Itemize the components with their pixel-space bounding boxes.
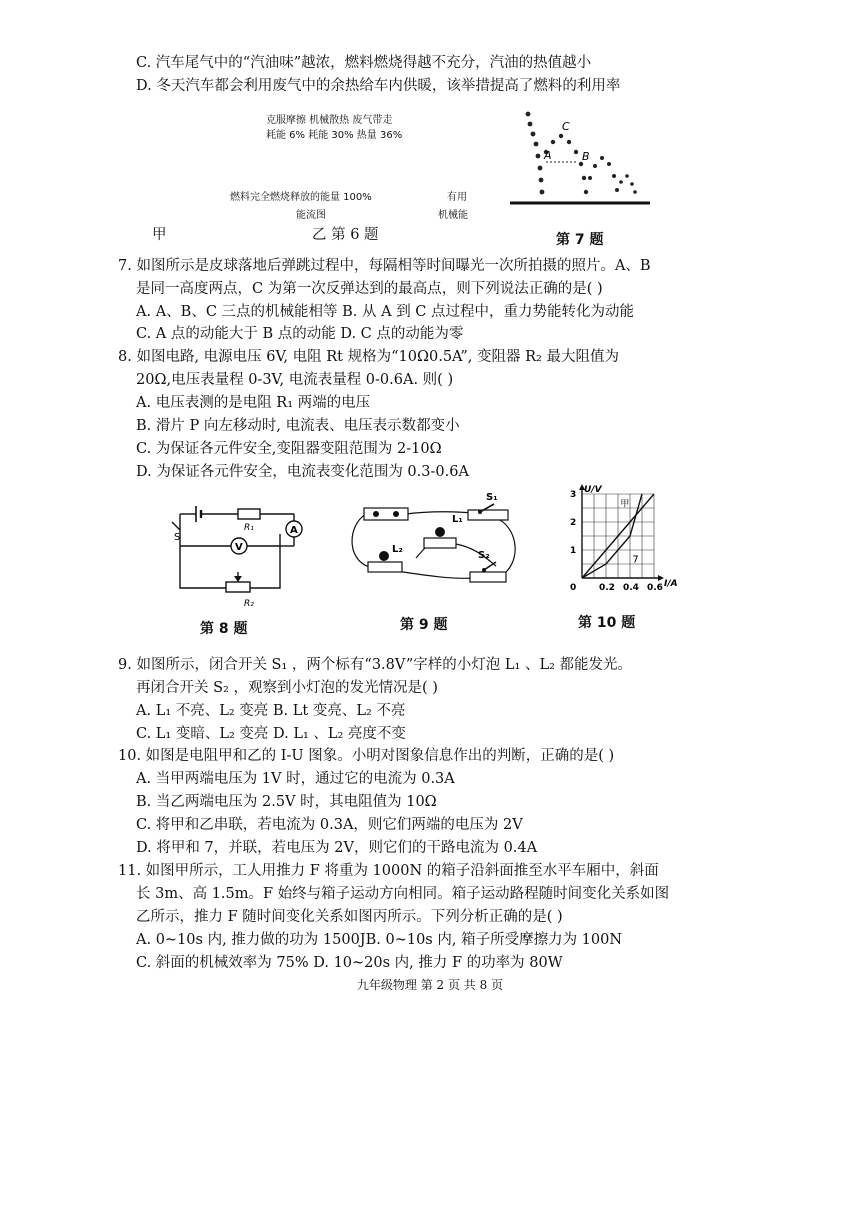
fig9-caption: 第 9 题 [400,617,448,633]
q11-options-2: C. 斜面的机械效率为 75% D. 10~20s 内, 推力 F 的功率为 80W [136,955,563,971]
q9-options-1: A. L₁ 不亮、L₂ 变亮 B. Lt 变亮、L₂ 不亮 [136,703,406,719]
option-c-text: C. 汽车尾气中的“汽油味”越浓，燃料燃烧得越不充分，汽油的热值越小 [136,55,592,71]
fig9-wiring [346,486,526,586]
q10-option-a: A. 当甲两端电压为 1V 时，通过它的电流为 0.3A [136,771,455,787]
q7-stem-2: 是同一高度两点，C 为第一次反弹达到的最高点，则下列说法正确的是( ) [136,281,603,297]
fig8-circuit [168,494,308,610]
q9-stem-1: 9. 如图所示，闭合开关 S₁ ，两个标有“3.8V”字样的小灯泡 L₁ 、L₂ 都能发光。 [118,657,633,673]
q10-option-d: D. 将甲和 7，并联，若电压为 2V，则它们的干路电流为 0.4A [136,840,538,856]
fig8-label-s: S [174,532,181,543]
q8-option-a: A. 电压表测的是电阻 R₁ 两端的电压 [136,395,371,411]
fig8-label-r2: R₂ [244,599,254,609]
q7-stem-1: 7. 如图所示是皮球落地后弹跳过程中，每隔相等时间曝光一次所拍摄的照片。A、B [118,258,651,274]
q11-options-1: A. 0~10s 内, 推力做的功为 1500JB. 0~10s 内, 箱子所受摩擦力为 100N [136,932,623,948]
q6-loss-labels-2: 耗能 6% 耗能 30% 热量 36% [266,130,403,141]
q6-left-caption: 甲 [152,227,167,243]
x-tick-label: 0.2 [599,583,615,593]
q6-flow-label: 能流图 [296,210,326,221]
series-yi-label: 7 [632,554,639,566]
fig8-label-v: V [235,542,243,553]
fig10-caption: 第 10 题 [578,615,636,631]
q7-options-1: A. A、B、C 三点的机械能相等 B. 从 A 到 C 点过程中，重力势能转化为动能 [136,304,635,320]
q6-input-label: 燃料完全燃烧释放的能量 100% [230,192,372,203]
fig8-caption: 第 8 题 [200,621,248,637]
q10-stem: 10. 如图是电阻甲和乙的 I-U 图象。小明对图象信息作出的判断，正确的是( ) [118,748,615,764]
q8-stem-2: 20Ω,电压表量程 0-3V, 电流表量程 0-0.6A. 则( ) [136,372,454,388]
q9-options-2: C. L₁ 变暗、L₂ 变亮 D. L₁ 、L₂ 亮度不变 [136,726,406,742]
fig9-label-s2: S₂ [478,550,490,561]
chart-ylabel: U/V [584,485,602,495]
q6-mid-caption: 乙 第 6 题 [312,227,379,243]
option-d-text: D. 冬天汽车都会利用废气中的余热给车内供暖，该举措提高了燃料的利用率 [136,78,621,94]
y-tick-label: 3 [570,490,577,500]
q11-stem-3: 乙所示，推力 F 随时间变化关系如图丙所示。下列分析正确的是( ) [136,909,563,925]
q7-point-b: B [582,150,590,163]
chart-xlabel: I/A [664,579,678,589]
q6-useful-label-2: 机械能 [438,210,468,221]
fig9-label-s1: S₁ [486,492,498,503]
chart-origin: 0 [570,583,577,593]
q7-caption: 第 7 题 [556,232,604,248]
fig9-label-l1: L₁ [452,514,463,525]
y-tick-label: 2 [570,518,577,528]
q10-option-b: B. 当乙两端电压为 2.5V 时，其电阻值为 10Ω [136,794,437,810]
series-jia-label: 甲 [620,499,630,510]
x-tick-label: 0.6 [647,583,663,593]
q8-option-b: B. 滑片 P 向左移动时, 电流表、电压表示数都变小 [136,418,460,434]
q7-bounce-figure [506,106,652,210]
y-tick-label: 1 [570,546,577,556]
page-footer: 九年级物理 第 2 页 共 8 页 [356,978,504,992]
q8-stem-1: 8. 如图电路, 电源电压 6V, 电阻 Rt 规格为“10Ω0.5A”, 变阻器 R₂ 最大阻值为 [118,349,619,365]
fig8-label-a: A [290,525,298,536]
fig8-label-r1: R₁ [244,523,254,533]
x-tick-label: 0.4 [623,583,639,593]
q11-stem-2: 长 3m、高 1.5m。F 始终与箱子运动方向相同。箱子运动路程随时间变化关系如图 [136,886,670,902]
q11-stem-1: 11. 如图甲所示，工人用推力 F 将重为 1000N 的箱子沿斜面推至水平车厢中，斜面 [118,863,659,879]
q10-option-c: C. 将甲和乙串联，若电流为 0.3A，则它们两端的电压为 2V [136,817,523,833]
q6-loss-labels-1: 克服摩擦 机械散热 废气带走 [266,115,393,126]
q7-point-c: C [562,120,570,133]
fig10-chart [560,482,700,594]
fig9-label-l2: L₂ [392,544,403,555]
q7-point-a: A [544,149,552,162]
q6-useful-label-1: 有用 [447,192,467,203]
q7-options-2: C. A 点的动能大于 B 点的动能 D. C 点的动能为零 [136,326,464,342]
q8-option-c: C. 为保证各元件安全,变阻器变阻范围为 2-10Ω [136,441,442,457]
q8-option-d: D. 为保证各元件安全，电流表变化范围为 0.3-0.6A [136,464,469,480]
q9-stem-2: 再闭合开关 S₂ ，观察到小灯泡的发光情况是( ) [136,680,438,696]
